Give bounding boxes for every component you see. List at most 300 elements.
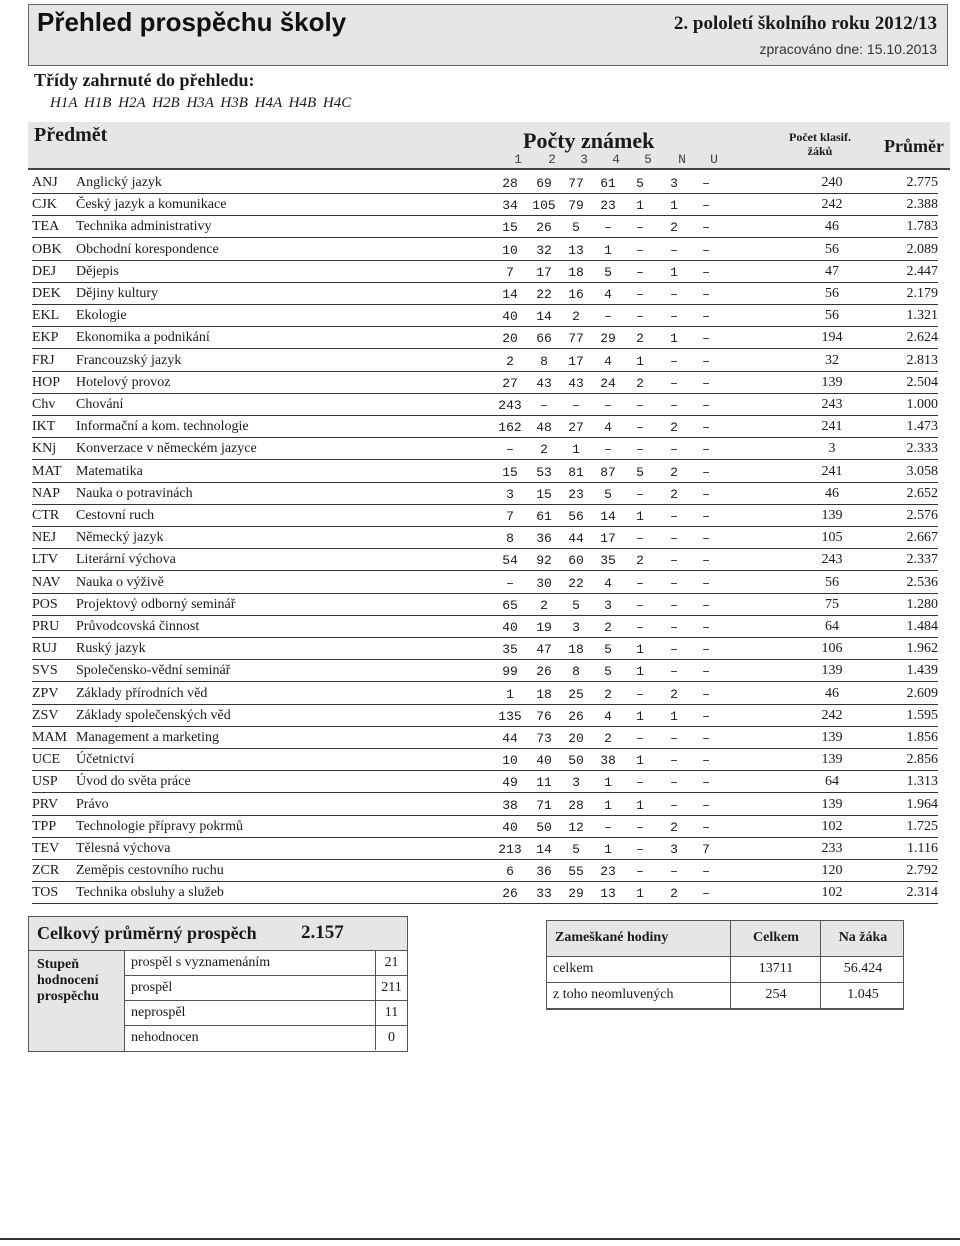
- absence-summary-box: [546, 920, 904, 1010]
- subject-name: Základy společenských věd: [76, 707, 231, 723]
- grade-count: –: [702, 819, 710, 835]
- grade-count: 22: [568, 575, 584, 591]
- levels-heading: Stupeň hodnocení prospěchu: [37, 957, 99, 1004]
- grade-count: –: [702, 553, 710, 569]
- grade-header: 1: [514, 152, 522, 167]
- grade-count: –: [702, 531, 710, 547]
- grade-count: 3: [604, 597, 612, 613]
- grade-count: 5: [572, 220, 580, 236]
- student-count: 243: [821, 552, 843, 568]
- student-count: 47: [825, 263, 839, 279]
- grade-count: –: [702, 309, 710, 325]
- absence-total-header: Celkem: [753, 930, 799, 945]
- grade-count: 18: [568, 264, 584, 280]
- subject-code: TPP: [32, 818, 57, 834]
- subject-name: Anglický jazyk: [76, 175, 162, 190]
- subject-name: Ekonomika a podnikání: [76, 330, 210, 346]
- absence-row-label: z toho neomluvených: [553, 987, 674, 1002]
- grade-count: –: [670, 642, 678, 658]
- subject-name: Technika administrativy: [76, 219, 212, 235]
- grade-count: 1: [670, 198, 678, 214]
- student-count: 46: [825, 219, 839, 235]
- grade-count: 12: [568, 819, 584, 835]
- grade-count: –: [636, 686, 644, 702]
- grade-count: 5: [572, 842, 580, 857]
- grade-count: 135: [498, 708, 522, 724]
- grade-count: 60: [568, 553, 584, 569]
- grade-count: 3: [506, 486, 514, 502]
- grade-count: –: [572, 398, 580, 413]
- table-row: [32, 882, 938, 904]
- grade-count: 38: [502, 797, 518, 813]
- subject-column-header: Předmět: [34, 124, 108, 146]
- students-column-header: Počet klasif. žáků: [789, 130, 851, 158]
- student-count: 56: [825, 286, 839, 301]
- subject-name: Průvodcovská činnost: [76, 619, 200, 634]
- student-count: 56: [825, 241, 839, 257]
- grade-count: 2: [670, 886, 678, 902]
- grade-count: 10: [502, 753, 518, 769]
- subject-name: Technika obsluhy a služeb: [76, 885, 224, 901]
- grade-count: 71: [536, 797, 552, 813]
- grade-count: –: [702, 398, 710, 413]
- overall-average-label: Celkový průměrný prospěch: [37, 923, 257, 943]
- subject-average: 2.314: [906, 885, 938, 901]
- grade-count: –: [670, 597, 678, 613]
- grade-count: 8: [540, 353, 548, 369]
- grade-header: N: [678, 152, 686, 167]
- grade-count: 2: [636, 375, 644, 391]
- subject-average: 1.116: [907, 841, 938, 856]
- grade-count: –: [702, 220, 710, 236]
- subject-average: 2.536: [906, 574, 938, 590]
- grade-count: 1: [636, 198, 644, 214]
- average-column-header: Průměr: [884, 136, 944, 156]
- student-count: 241: [821, 419, 843, 435]
- grade-count: 2: [670, 819, 678, 835]
- grade-count: 2: [636, 553, 644, 569]
- subject-code: UCE: [32, 752, 60, 768]
- grade-count: –: [636, 442, 644, 458]
- grade-count: 105: [532, 198, 556, 214]
- student-count: 139: [821, 374, 843, 390]
- grade-count: 1: [636, 753, 644, 769]
- subject-average: 1.484: [906, 619, 938, 634]
- grade-count: 27: [568, 420, 584, 436]
- grade-count: –: [506, 575, 514, 591]
- table-row: [32, 794, 938, 816]
- table-row: [32, 483, 938, 505]
- grade-count: 34: [502, 198, 518, 214]
- grade-count: –: [540, 398, 548, 413]
- subject-name: Zeměpis cestovního ruchu: [76, 863, 224, 879]
- grade-count: 7: [506, 264, 514, 280]
- subject-code: TEA: [32, 219, 60, 235]
- grade-count: 15: [536, 486, 552, 502]
- grade-count: 79: [568, 198, 584, 214]
- subject-average: 2.775: [906, 175, 938, 190]
- absence-row-label: celkem: [553, 961, 594, 976]
- grade-count: 25: [568, 686, 584, 702]
- grade-count: 50: [568, 753, 584, 769]
- grade-count: 3: [572, 775, 580, 791]
- grade-count: –: [636, 842, 644, 857]
- table-row: [32, 683, 938, 705]
- table-row: [32, 749, 938, 771]
- grade-count: –: [670, 442, 678, 458]
- subject-code: HOP: [32, 374, 61, 390]
- subject-name: Ruský jazyk: [76, 641, 146, 657]
- grade-count: 35: [600, 553, 616, 569]
- subject-average: 2.388: [906, 197, 938, 213]
- grade-count: –: [636, 309, 644, 325]
- grade-count: 14: [600, 509, 616, 524]
- grade-count: –: [702, 620, 710, 635]
- grade-count: –: [604, 309, 612, 325]
- grade-count: –: [670, 864, 678, 880]
- student-count: 32: [825, 352, 839, 368]
- grade-header: 2: [548, 152, 556, 167]
- grade-count: –: [506, 442, 514, 458]
- subject-code: CTR: [32, 508, 60, 523]
- grade-count: –: [670, 797, 678, 813]
- level-count: 0: [375, 1026, 407, 1050]
- student-count: 46: [825, 485, 839, 501]
- grade-count: 87: [600, 464, 616, 480]
- grade-count: 29: [600, 331, 616, 347]
- grade-count: 18: [568, 642, 584, 658]
- grade-count: 1: [636, 509, 644, 524]
- grade-count: –: [702, 375, 710, 391]
- level-row: [125, 951, 407, 976]
- table-row: [32, 771, 938, 793]
- subject-code: SVS: [32, 663, 58, 679]
- grade-count: 4: [604, 708, 612, 724]
- subject-name: Francouzský jazyk: [76, 352, 182, 368]
- grade-count: 26: [536, 664, 552, 680]
- grade-count: 13: [568, 242, 584, 258]
- subject-average: 2.667: [906, 530, 938, 546]
- subject-code: EKL: [32, 308, 60, 324]
- grade-count: 81: [568, 464, 584, 480]
- grade-count: 44: [502, 731, 518, 746]
- grade-count: 2: [604, 686, 612, 702]
- table-row: [32, 283, 938, 305]
- subject-code: IKT: [32, 419, 56, 435]
- grade-count: 2: [670, 420, 678, 436]
- subject-name: Německý jazyk: [76, 530, 164, 546]
- table-row: [32, 194, 938, 216]
- footer-divider: [0, 1238, 960, 1240]
- student-count: 64: [825, 774, 839, 790]
- subject-average: 1.280: [906, 596, 938, 612]
- grade-count: 14: [502, 287, 518, 302]
- student-count: 139: [821, 730, 843, 745]
- grade-count: 18: [536, 686, 552, 702]
- grade-count: 22: [536, 287, 552, 302]
- student-count: 64: [825, 619, 839, 634]
- grade-count: 23: [568, 486, 584, 502]
- student-count: 139: [821, 752, 843, 768]
- grade-count: 1: [572, 442, 580, 458]
- grade-count: 1: [670, 331, 678, 347]
- grade-header: 5: [644, 152, 652, 167]
- table-row: [32, 727, 938, 749]
- subject-average: 1.725: [906, 818, 938, 834]
- subject-code: ZPV: [32, 685, 59, 701]
- table-row: [32, 216, 938, 238]
- grade-count: 11: [536, 775, 552, 791]
- subject-code: KNj: [32, 441, 57, 457]
- table-row: [32, 305, 938, 327]
- subject-average: 2.609: [906, 685, 938, 701]
- grade-header: U: [710, 152, 718, 167]
- grade-count: –: [636, 287, 644, 302]
- overall-average-value: 2.157: [301, 922, 344, 943]
- grade-count: –: [670, 309, 678, 325]
- subject-name: Management a marketing: [76, 730, 220, 745]
- grade-count: 5: [636, 464, 644, 480]
- grade-count: 17: [568, 353, 584, 369]
- grade-count: –: [702, 664, 710, 680]
- table-row: [32, 838, 938, 860]
- table-row: [32, 527, 938, 549]
- grade-count: –: [636, 597, 644, 613]
- student-count: 233: [821, 841, 843, 856]
- subjects-table-header: [28, 122, 950, 170]
- grade-count: 4: [604, 575, 612, 591]
- subject-name: Literární výchova: [76, 552, 176, 568]
- student-count: 56: [825, 308, 839, 324]
- grade-count: 6: [506, 864, 514, 880]
- grade-count: 40: [502, 620, 518, 635]
- student-count: 139: [821, 663, 843, 679]
- grade-count: 5: [572, 597, 580, 613]
- grade-count: –: [636, 819, 644, 835]
- student-count: 106: [821, 641, 843, 657]
- processed-date: zpracováno dne: 15.10.2013: [759, 41, 937, 57]
- grade-count: 8: [506, 531, 514, 547]
- absence-per-student-header: Na žáka: [838, 930, 888, 945]
- grade-count: 10: [502, 242, 518, 258]
- subject-name: Obchodní korespondence: [76, 241, 219, 257]
- student-count: 120: [821, 863, 843, 879]
- grade-count: 1: [506, 686, 514, 702]
- grade-count: 48: [536, 420, 552, 436]
- student-count: 102: [821, 818, 843, 834]
- student-count: 139: [821, 796, 843, 812]
- school-period: 2. pololetí školního roku 2012/13: [673, 13, 937, 34]
- subject-average: 1.783: [906, 219, 938, 235]
- grade-count: 16: [568, 287, 584, 302]
- grade-count: –: [702, 886, 710, 902]
- grade-count: 26: [536, 220, 552, 236]
- page-title: Přehled prospěchu školy: [37, 7, 347, 37]
- subject-average: 2.856: [906, 752, 938, 768]
- student-count: 242: [821, 707, 843, 723]
- grade-count: –: [702, 464, 710, 480]
- grade-count: 1: [604, 242, 612, 258]
- grade-count: 4: [604, 287, 612, 302]
- subject-name: Tělesná výchova: [76, 841, 171, 856]
- grade-count: –: [636, 775, 644, 791]
- grade-count: 1: [636, 664, 644, 680]
- grade-count: 1: [670, 708, 678, 724]
- grade-count: 2: [572, 309, 580, 325]
- level-name: prospěl: [131, 980, 173, 995]
- grade-count: 36: [536, 531, 552, 547]
- grade-count: –: [702, 287, 710, 302]
- table-row: [32, 438, 938, 460]
- absence-per-student: 56.424: [843, 961, 883, 976]
- grade-count: 49: [502, 775, 518, 791]
- subject-average: 1.321: [906, 308, 938, 324]
- grade-count: 1: [604, 797, 612, 813]
- grade-count: –: [670, 620, 678, 635]
- grade-count: 28: [502, 176, 518, 191]
- grade-count: 61: [536, 509, 552, 524]
- table-row: [32, 394, 938, 416]
- table-row: [32, 505, 938, 527]
- grade-count: 66: [536, 331, 552, 347]
- grade-counts-column-header: Počty známek: [523, 128, 655, 153]
- subject-name: Nauka o výživě: [76, 574, 164, 590]
- grade-count: 30: [536, 575, 552, 591]
- grade-count: –: [670, 753, 678, 769]
- subject-code: MAM: [32, 730, 68, 745]
- grade-count: 44: [568, 531, 584, 547]
- level-name: nehodnocen: [131, 1030, 199, 1045]
- grade-count: –: [702, 331, 710, 347]
- student-count: 75: [825, 596, 839, 612]
- student-count: 102: [821, 885, 843, 901]
- grade-count: 92: [536, 553, 552, 569]
- subject-code: DEK: [32, 286, 61, 301]
- student-count: 139: [821, 508, 843, 523]
- subject-name: Dějepis: [76, 263, 119, 279]
- grade-count: –: [702, 597, 710, 613]
- absence-per-student: 1.045: [847, 987, 879, 1002]
- level-row: [125, 976, 407, 1001]
- grade-count: 69: [536, 176, 552, 191]
- grade-count: –: [604, 819, 612, 835]
- grade-count: –: [636, 864, 644, 880]
- grade-count: 65: [502, 597, 518, 613]
- grade-count: –: [702, 775, 710, 791]
- student-count: 243: [821, 397, 843, 412]
- subject-average: 1.856: [906, 730, 938, 745]
- table-row: [32, 372, 938, 394]
- grade-count: –: [636, 486, 644, 502]
- grade-count: 5: [604, 486, 612, 502]
- grade-count: 2: [540, 442, 548, 458]
- subject-name: Hotelový provoz: [76, 374, 171, 390]
- grade-header: 3: [580, 152, 588, 167]
- grade-header: 4: [612, 152, 620, 167]
- table-row: [32, 172, 938, 194]
- grade-count: –: [702, 198, 710, 214]
- subject-name: Účetnictví: [76, 752, 135, 768]
- subject-code: ZCR: [32, 863, 60, 879]
- subject-average: 1.964: [906, 796, 938, 812]
- grade-count: 3: [572, 620, 580, 635]
- table-row: [32, 616, 938, 638]
- subject-name: Právo: [76, 796, 109, 812]
- grade-count: 4: [604, 420, 612, 436]
- subject-name: Cestovní ruch: [76, 508, 155, 523]
- subject-code: USP: [32, 774, 58, 790]
- grade-count: 55: [568, 864, 584, 880]
- subject-code: LTV: [32, 552, 58, 568]
- grade-count: –: [702, 797, 710, 813]
- grade-count: 5: [604, 664, 612, 680]
- grade-count: –: [636, 242, 644, 258]
- student-count: 56: [825, 574, 839, 590]
- table-row: [32, 860, 938, 882]
- student-count: 194: [821, 330, 843, 346]
- table-row: [32, 594, 938, 616]
- grade-count: –: [636, 731, 644, 746]
- subject-average: 2.179: [906, 286, 938, 301]
- grade-count: 213: [498, 842, 522, 857]
- grade-count: 1: [636, 886, 644, 902]
- grade-count: 7: [506, 509, 514, 524]
- grade-count: –: [702, 864, 710, 880]
- grade-count: –: [702, 353, 710, 369]
- grade-count: 1: [604, 842, 612, 857]
- absence-label-header: Zameškané hodiny: [555, 930, 669, 945]
- grade-count: 17: [600, 531, 616, 547]
- subject-name: Informační a kom. technologie: [76, 419, 249, 435]
- grade-count: 2: [604, 620, 612, 635]
- grade-count: –: [636, 398, 644, 413]
- grade-count: –: [636, 531, 644, 547]
- subject-name: Úvod do světa práce: [76, 774, 191, 790]
- grade-count: 38: [600, 753, 616, 769]
- student-count: 242: [821, 197, 843, 213]
- subject-average: 2.652: [906, 485, 938, 501]
- grade-count: 2: [636, 331, 644, 347]
- subject-name: Základy přírodních věd: [76, 685, 208, 701]
- grade-count: 61: [600, 176, 616, 191]
- grade-count: –: [604, 398, 612, 413]
- subject-average: 1.473: [906, 419, 938, 435]
- grade-count: 24: [600, 375, 616, 391]
- subject-average: 1.000: [906, 397, 938, 412]
- grade-count: 1: [636, 797, 644, 813]
- level-name: neprospěl: [131, 1005, 186, 1020]
- subject-average: 3.058: [906, 463, 938, 479]
- grade-count: 4: [604, 353, 612, 369]
- grade-count: 2: [670, 464, 678, 480]
- grade-count: 19: [536, 620, 552, 635]
- level-count: 21: [375, 951, 407, 975]
- grade-count: 1: [636, 642, 644, 658]
- absence-total: 13711: [758, 961, 794, 976]
- subject-code: ZSV: [32, 707, 59, 723]
- subject-code: TOS: [32, 885, 59, 901]
- grade-count: 3: [670, 842, 678, 857]
- subject-name: Projektový odborný seminář: [76, 596, 236, 612]
- grade-count: –: [670, 731, 678, 746]
- grade-count: –: [670, 509, 678, 524]
- grade-count: 43: [536, 375, 552, 391]
- overall-summary-header: [29, 917, 407, 951]
- grade-count: –: [670, 353, 678, 369]
- grade-count: 56: [568, 509, 584, 524]
- absence-total: 254: [765, 987, 787, 1002]
- grade-count: 243: [498, 398, 522, 413]
